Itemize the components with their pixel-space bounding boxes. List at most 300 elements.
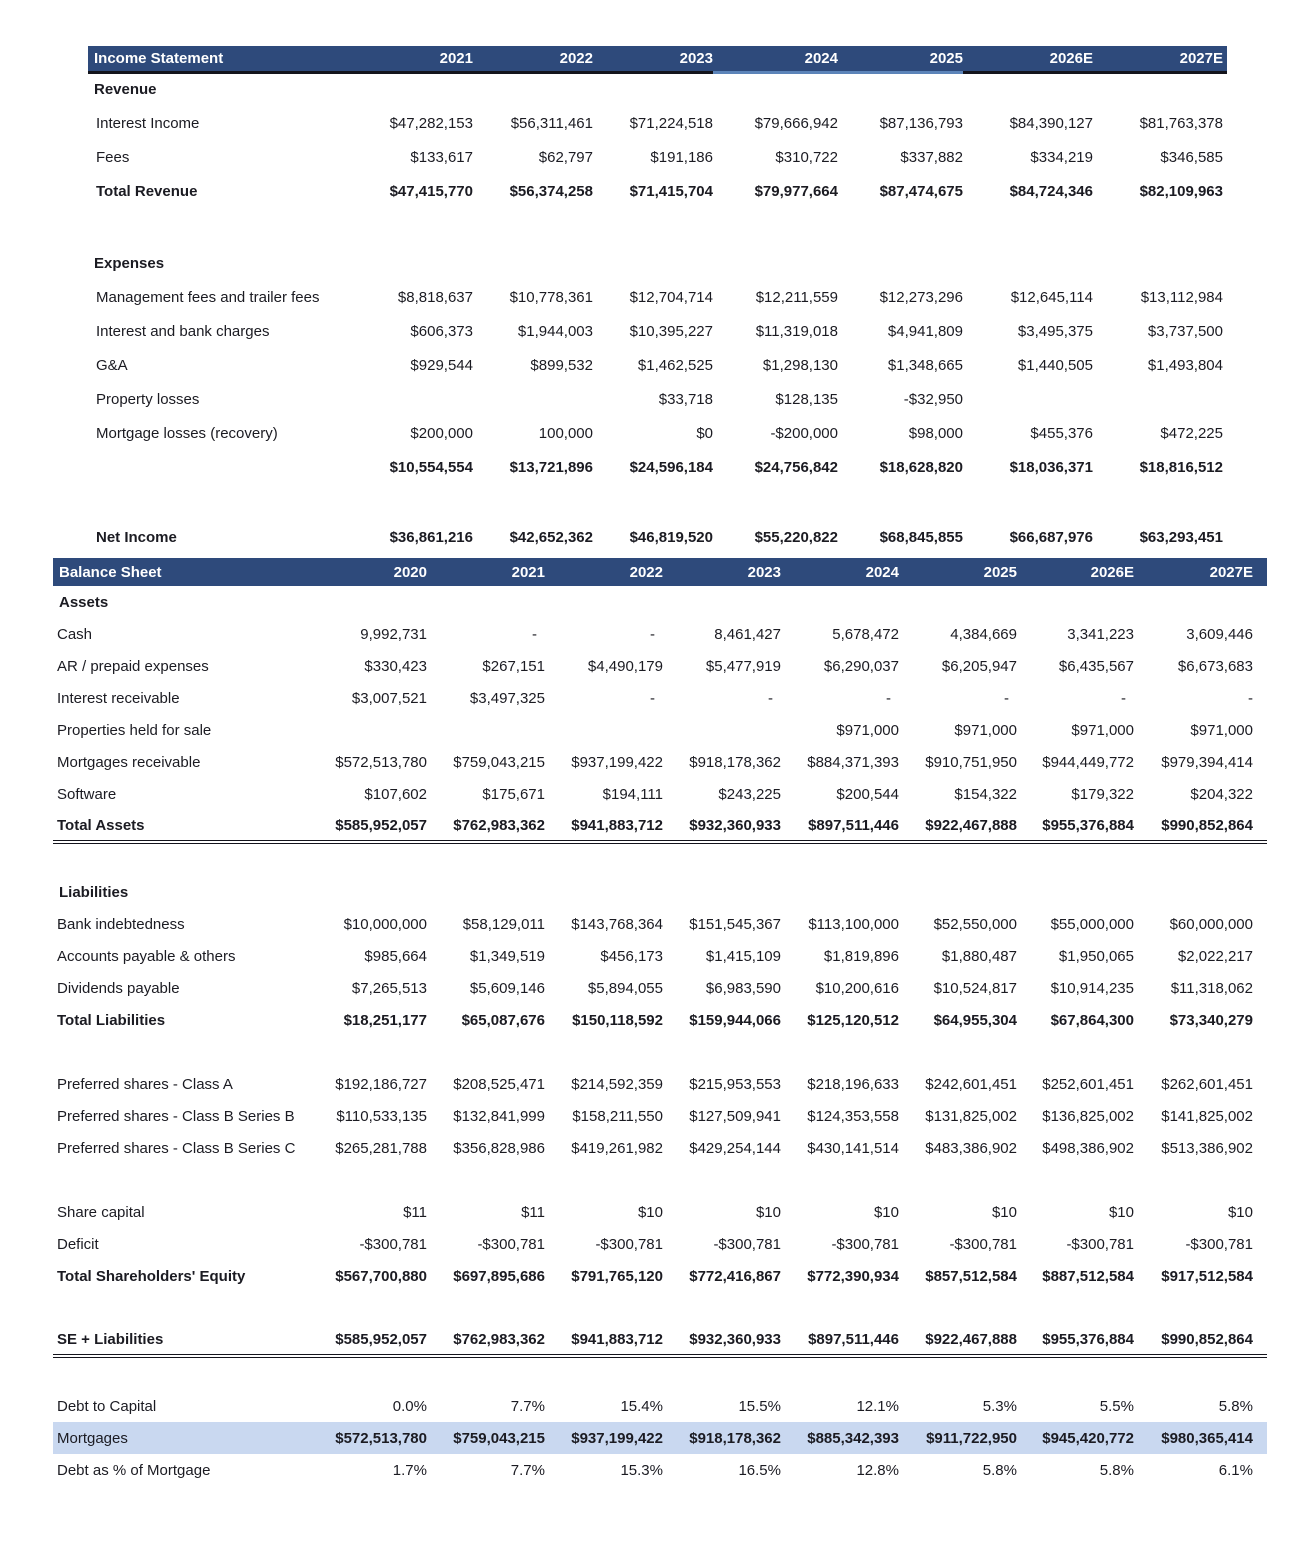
value-cell: $567,700,880 <box>335 1267 427 1285</box>
value-cell <box>789 586 907 618</box>
value-cell: $252,601,451 <box>1042 1075 1134 1093</box>
value-cell: $3,497,325 <box>469 689 545 707</box>
value-cell: $82,109,963 <box>1139 182 1223 200</box>
row-label: Bank indebtedness <box>57 915 185 933</box>
value-cell <box>320 714 435 746</box>
value-cell: $429,254,144 <box>689 1139 781 1157</box>
value-cell: $4,490,179 <box>587 657 663 675</box>
row-label: Management fees and trailer fees <box>96 288 320 306</box>
spacer-row <box>53 1292 1267 1324</box>
value-cell <box>320 586 435 618</box>
value-cell: 5,678,472 <box>832 625 899 643</box>
table-row <box>88 314 1227 348</box>
value-cell <box>435 586 553 618</box>
value-cell: $1,880,487 <box>941 947 1017 965</box>
year-column-header: 2020 <box>320 558 435 586</box>
value-cell: $857,512,584 <box>925 1267 1017 1285</box>
value-cell: $11,319,018 <box>755 322 838 340</box>
table-row <box>88 174 1227 208</box>
value-cell: $215,953,553 <box>689 1075 781 1093</box>
row-label: Expenses <box>94 254 165 272</box>
value-cell: -$200,000 <box>770 424 838 442</box>
value-cell: $922,467,888 <box>907 1324 1025 1356</box>
value-cell: $71,224,518 <box>629 114 713 132</box>
value-cell: $24,596,184 <box>629 458 713 476</box>
value-cell: 5.5% <box>1099 1397 1134 1415</box>
table-row <box>53 1132 1267 1164</box>
spacer-row <box>53 1356 1267 1390</box>
value-cell: $937,199,422 <box>553 1422 671 1454</box>
value-cell: -$300,781 <box>359 1235 427 1253</box>
row-label: Total Assets <box>53 810 320 842</box>
value-cell: $71,415,704 <box>629 182 713 200</box>
value-cell: $10 <box>1227 1203 1253 1221</box>
value-cell: $572,513,780 <box>320 1422 435 1454</box>
value-cell: $42,652,362 <box>509 528 593 546</box>
row-label: Mortgages receivable <box>57 753 201 771</box>
value-cell: $772,390,934 <box>807 1267 899 1285</box>
value-cell: - <box>650 689 655 707</box>
value-cell <box>1093 72 1227 106</box>
spacer-cell <box>53 1292 1267 1324</box>
year-column-header: 2025 <box>838 46 963 72</box>
value-cell: $10,395,227 <box>629 322 713 340</box>
value-cell: -$300,781 <box>477 1235 545 1253</box>
row-label: Debt as % of Mortgage <box>57 1461 211 1479</box>
value-cell: $87,474,675 <box>879 182 963 200</box>
value-cell <box>320 876 435 908</box>
value-cell: - <box>886 689 891 707</box>
value-cell: $1,298,130 <box>762 356 838 374</box>
value-cell: $12,704,714 <box>629 288 713 306</box>
balance-sheet-title: Balance Sheet <box>53 558 320 586</box>
value-cell: $18,036,371 <box>1009 458 1093 476</box>
value-cell: $64,955,304 <box>933 1011 1017 1029</box>
value-cell: 5.8% <box>982 1461 1017 1479</box>
table-row <box>53 1454 1267 1486</box>
value-cell: $159,944,066 <box>689 1011 781 1029</box>
value-cell: $79,977,664 <box>754 182 838 200</box>
value-cell: $1,462,525 <box>637 356 713 374</box>
row-label: Mortgages <box>53 1422 320 1454</box>
value-cell: $980,365,414 <box>1142 1422 1267 1454</box>
value-cell: $8,818,637 <box>397 288 473 306</box>
value-cell <box>348 382 473 416</box>
row-label: Mortgage losses (recovery) <box>96 424 278 442</box>
value-cell: $310,722 <box>775 148 838 166</box>
value-cell: $79,666,942 <box>754 114 838 132</box>
value-cell: $944,449,772 <box>1042 753 1134 771</box>
value-cell: -$300,781 <box>831 1235 899 1253</box>
value-cell <box>838 246 963 280</box>
value-cell: $945,420,772 <box>1025 1422 1142 1454</box>
value-cell <box>593 246 713 280</box>
value-cell: - <box>768 689 773 707</box>
spacer-cell <box>53 1356 1267 1390</box>
year-column-header: 2026E <box>963 46 1093 72</box>
value-cell <box>473 382 593 416</box>
value-cell <box>671 714 789 746</box>
section-header-row <box>53 586 1267 618</box>
value-cell <box>1025 876 1142 908</box>
value-cell: -$300,781 <box>949 1235 1017 1253</box>
row-label: AR / prepaid expenses <box>57 657 209 675</box>
value-cell: -$32,950 <box>903 390 963 408</box>
value-cell: $1,950,065 <box>1058 947 1134 965</box>
value-cell: $5,609,146 <box>469 979 545 997</box>
value-cell: $955,376,884 <box>1025 1324 1142 1356</box>
table-row <box>53 618 1267 650</box>
value-cell: $330,423 <box>364 657 427 675</box>
row-label: Share capital <box>57 1203 145 1221</box>
value-cell: $10 <box>873 1203 899 1221</box>
value-cell: $971,000 <box>954 721 1017 739</box>
value-cell: $1,415,109 <box>705 947 781 965</box>
value-cell: 16.5% <box>738 1461 781 1479</box>
value-cell: $772,416,867 <box>689 1267 781 1285</box>
value-cell <box>348 72 473 106</box>
spacer-cell <box>88 208 1227 246</box>
value-cell: $6,290,037 <box>823 657 899 675</box>
value-cell: $52,550,000 <box>933 915 1017 933</box>
year-column-header: 2021 <box>435 558 553 586</box>
table-row <box>88 280 1227 314</box>
table-row <box>53 1196 1267 1228</box>
table-row <box>53 1422 1267 1454</box>
value-cell: $12,273,296 <box>879 288 963 306</box>
spacer-cell <box>53 842 1267 876</box>
value-cell: $10,914,235 <box>1050 979 1134 997</box>
value-cell: $33,718 <box>658 390 713 408</box>
value-cell: - <box>532 625 537 643</box>
value-cell: $81,763,378 <box>1139 114 1223 132</box>
row-label: Debt to Capital <box>57 1397 157 1415</box>
value-cell: $356,828,986 <box>453 1139 545 1157</box>
spacer-row <box>53 1164 1267 1196</box>
year-column-header: 2023 <box>671 558 789 586</box>
value-cell: $208,525,471 <box>453 1075 545 1093</box>
row-label: Net Income <box>96 528 177 546</box>
value-cell: $175,671 <box>482 785 545 803</box>
value-cell: $6,435,567 <box>1058 657 1134 675</box>
value-cell <box>671 876 789 908</box>
table-row <box>53 1260 1267 1292</box>
value-cell: $884,371,393 <box>807 753 899 771</box>
value-cell: $990,852,864 <box>1142 1324 1267 1356</box>
value-cell <box>473 72 593 106</box>
value-cell: $150,118,592 <box>572 1011 663 1029</box>
value-cell: $3,495,375 <box>1017 322 1093 340</box>
table-row <box>88 382 1227 416</box>
value-cell <box>907 876 1025 908</box>
value-cell: $11 <box>521 1203 545 1221</box>
spacer-row <box>88 484 1227 520</box>
value-cell: $4,941,809 <box>887 322 963 340</box>
value-cell: -$300,781 <box>1185 1235 1253 1253</box>
row-label: Fees <box>96 148 130 166</box>
value-cell: -$300,781 <box>1066 1235 1134 1253</box>
value-cell: $47,282,153 <box>389 114 473 132</box>
value-cell: - <box>1248 689 1253 707</box>
value-cell: $136,825,002 <box>1042 1107 1134 1125</box>
value-cell: $11 <box>403 1203 427 1221</box>
row-label: G&A <box>96 356 128 374</box>
value-cell: $911,722,950 <box>907 1422 1025 1454</box>
value-cell: $572,513,780 <box>335 753 427 771</box>
value-cell: $67,864,300 <box>1050 1011 1134 1029</box>
table-row <box>88 106 1227 140</box>
value-cell: $143,768,364 <box>571 915 663 933</box>
value-cell: $68,845,855 <box>879 528 963 546</box>
table-row <box>53 1390 1267 1422</box>
value-cell: $158,211,550 <box>572 1107 663 1125</box>
value-cell: $910,751,950 <box>925 753 1017 771</box>
section-header-row <box>88 72 1227 106</box>
value-cell: $1,440,505 <box>1017 356 1093 374</box>
value-cell: $200,544 <box>836 785 899 803</box>
row-label: Accounts payable & others <box>57 947 236 965</box>
table-row <box>53 714 1267 746</box>
table-row <box>53 972 1267 1004</box>
value-cell: $585,952,057 <box>320 1324 435 1356</box>
value-cell: $899,532 <box>530 356 593 374</box>
value-cell: 7.7% <box>510 1461 545 1479</box>
value-cell: $6,205,947 <box>941 657 1017 675</box>
income-statement-body <box>88 72 1227 554</box>
spacer-cell <box>53 1164 1267 1196</box>
year-column-header: 2025 <box>907 558 1025 586</box>
year-column-header: 2022 <box>473 46 593 72</box>
value-cell: $498,386,902 <box>1042 1139 1134 1157</box>
year-column-header: 2027E <box>1093 46 1227 72</box>
value-cell: $10 <box>1108 1203 1134 1221</box>
value-cell: $979,394,414 <box>1161 753 1253 771</box>
value-cell: $87,136,793 <box>879 114 963 132</box>
value-cell <box>348 246 473 280</box>
value-cell: 15.3% <box>620 1461 663 1479</box>
value-cell: 7.7% <box>510 1397 545 1415</box>
value-cell: $3,737,500 <box>1147 322 1223 340</box>
value-cell: $141,825,002 <box>1161 1107 1253 1125</box>
value-cell: $179,322 <box>1071 785 1134 803</box>
value-cell: $932,360,933 <box>671 810 789 842</box>
value-cell: $46,819,520 <box>629 528 713 546</box>
row-label: Cash <box>57 625 93 643</box>
value-cell: $98,000 <box>908 424 963 442</box>
value-cell: $2,022,217 <box>1177 947 1253 965</box>
spacer-cell <box>88 484 1227 520</box>
value-cell: 15.4% <box>620 1397 663 1415</box>
value-cell: $242,601,451 <box>925 1075 1017 1093</box>
value-cell: 12.1% <box>856 1397 899 1415</box>
value-cell <box>1142 876 1267 908</box>
value-cell: $941,883,712 <box>553 1324 671 1356</box>
value-cell: $113,100,000 <box>808 915 899 933</box>
value-cell: $12,645,114 <box>1010 288 1093 306</box>
value-cell: $243,225 <box>718 785 781 803</box>
table-row <box>53 1228 1267 1260</box>
row-label: Preferred shares - Class B Series B <box>57 1107 295 1125</box>
value-cell: $154,322 <box>954 785 1017 803</box>
value-cell: $430,141,514 <box>807 1139 899 1157</box>
spacer-cell <box>53 1036 1267 1068</box>
table-row <box>53 682 1267 714</box>
value-cell: -$300,781 <box>595 1235 663 1253</box>
value-cell: $267,151 <box>482 657 545 675</box>
value-cell: $10 <box>991 1203 1017 1221</box>
value-cell: $456,173 <box>600 947 663 965</box>
year-column-header: 2023 <box>593 46 713 72</box>
value-cell: $56,374,258 <box>509 182 593 200</box>
value-cell: 0.0% <box>392 1397 427 1415</box>
row-label: Total Revenue <box>96 182 198 200</box>
row-label: Total Liabilities <box>57 1011 166 1029</box>
value-cell <box>838 72 963 106</box>
value-cell: $917,512,584 <box>1161 1267 1253 1285</box>
value-cell: 5.8% <box>1099 1461 1134 1479</box>
value-cell: $3,007,521 <box>351 689 427 707</box>
value-cell <box>1142 586 1267 618</box>
row-label: Deficit <box>57 1235 99 1253</box>
value-cell: 100,000 <box>538 424 593 442</box>
year-column-header: 2024 <box>789 558 907 586</box>
spacer-row <box>53 1036 1267 1068</box>
table-row <box>53 778 1267 810</box>
value-cell <box>553 714 671 746</box>
row-label: Software <box>57 785 117 803</box>
value-cell <box>435 876 553 908</box>
value-cell: $887,512,584 <box>1042 1267 1134 1285</box>
value-cell: $204,322 <box>1190 785 1253 803</box>
value-cell: $125,120,512 <box>807 1011 899 1029</box>
value-cell: $6,673,683 <box>1177 657 1253 675</box>
value-cell <box>473 246 593 280</box>
value-cell: $10,554,554 <box>389 458 473 476</box>
value-cell: $10,778,361 <box>509 288 593 306</box>
value-cell: $885,342,393 <box>789 1422 907 1454</box>
value-cell <box>435 714 553 746</box>
value-cell: $419,261,982 <box>571 1139 663 1157</box>
value-cell: $1,819,896 <box>823 947 899 965</box>
value-cell <box>1025 586 1142 618</box>
value-cell: $84,724,346 <box>1009 182 1093 200</box>
value-cell: $762,983,362 <box>435 1324 553 1356</box>
value-cell: $585,952,057 <box>320 810 435 842</box>
value-cell: $12,211,559 <box>755 288 838 306</box>
income-statement-table <box>88 46 1227 554</box>
row-label: Assets <box>59 593 109 611</box>
value-cell: $218,196,633 <box>807 1075 899 1093</box>
value-cell: $62,797 <box>538 148 593 166</box>
value-cell: $55,220,822 <box>754 528 838 546</box>
table-row <box>53 810 1267 842</box>
value-cell: $7,265,513 <box>351 979 427 997</box>
value-cell <box>1093 382 1227 416</box>
value-cell: $1,348,665 <box>887 356 963 374</box>
table-row <box>88 520 1227 554</box>
balance-sheet-table <box>53 558 1267 1486</box>
table-row <box>53 650 1267 682</box>
value-cell: $18,628,820 <box>879 458 963 476</box>
value-cell: 5.8% <box>1218 1397 1253 1415</box>
spacer-row <box>88 208 1227 246</box>
value-cell: $13,721,896 <box>509 458 593 476</box>
balance-sheet-body <box>53 586 1267 1486</box>
year-column-header: 2026E <box>1025 558 1142 586</box>
value-cell: $10 <box>637 1203 663 1221</box>
balance-sheet-header-row <box>53 558 1267 586</box>
value-cell: 1.7% <box>392 1461 427 1479</box>
value-cell: - <box>1004 689 1009 707</box>
value-cell: $128,135 <box>775 390 838 408</box>
value-cell: 4,384,669 <box>950 625 1017 643</box>
value-cell: $10,000,000 <box>343 915 427 933</box>
value-cell: $697,895,686 <box>453 1267 545 1285</box>
table-row <box>88 416 1227 450</box>
income-statement-title: Income Statement <box>88 46 348 72</box>
value-cell: $127,509,941 <box>689 1107 781 1125</box>
value-cell <box>553 586 671 618</box>
year-column-header: 2027E <box>1142 558 1267 586</box>
value-cell: $191,186 <box>650 148 713 166</box>
value-cell: $472,225 <box>1160 424 1223 442</box>
year-column-header: 2022 <box>553 558 671 586</box>
value-cell: $65,087,676 <box>461 1011 545 1029</box>
value-cell: $47,415,770 <box>389 182 473 200</box>
value-cell <box>713 72 838 106</box>
value-cell: $10 <box>755 1203 781 1221</box>
value-cell <box>907 586 1025 618</box>
value-cell: $58,129,011 <box>462 915 545 933</box>
value-cell: $133,617 <box>410 148 473 166</box>
table-row <box>53 1068 1267 1100</box>
value-cell: $971,000 <box>1190 721 1253 739</box>
value-cell: $5,894,055 <box>587 979 663 997</box>
row-label: Interest and bank charges <box>96 322 270 340</box>
value-cell: $110,533,135 <box>336 1107 427 1125</box>
value-cell: $971,000 <box>1071 721 1134 739</box>
value-cell: $932,360,933 <box>671 1324 789 1356</box>
section-header-row <box>53 876 1267 908</box>
value-cell: $922,467,888 <box>907 810 1025 842</box>
value-cell: $513,386,902 <box>1161 1139 1253 1157</box>
value-cell: 15.5% <box>738 1397 781 1415</box>
row-label: Interest receivable <box>57 689 180 707</box>
value-cell: $918,178,362 <box>689 753 781 771</box>
row-label: Preferred shares - Class A <box>57 1075 233 1093</box>
income-statement-header-row <box>88 46 1227 72</box>
row-label: Liabilities <box>59 883 129 901</box>
value-cell: -$300,781 <box>713 1235 781 1253</box>
value-cell: $929,544 <box>410 356 473 374</box>
table-row <box>53 1100 1267 1132</box>
value-cell: $759,043,215 <box>435 1422 553 1454</box>
table-row <box>53 1004 1267 1036</box>
value-cell: $265,281,788 <box>335 1139 427 1157</box>
value-cell: $132,841,999 <box>453 1107 545 1125</box>
value-cell <box>1093 246 1227 280</box>
value-cell: $955,376,884 <box>1025 810 1142 842</box>
year-column-header: 2021 <box>348 46 473 72</box>
value-cell: $791,765,120 <box>571 1267 663 1285</box>
value-cell: $18,251,177 <box>343 1011 427 1029</box>
value-cell: $455,376 <box>1030 424 1093 442</box>
value-cell: $483,386,902 <box>925 1139 1017 1157</box>
row-label: Dividends payable <box>57 979 180 997</box>
section-header-row <box>88 246 1227 280</box>
value-cell: $36,861,216 <box>389 528 473 546</box>
value-cell: $60,000,000 <box>1169 915 1253 933</box>
